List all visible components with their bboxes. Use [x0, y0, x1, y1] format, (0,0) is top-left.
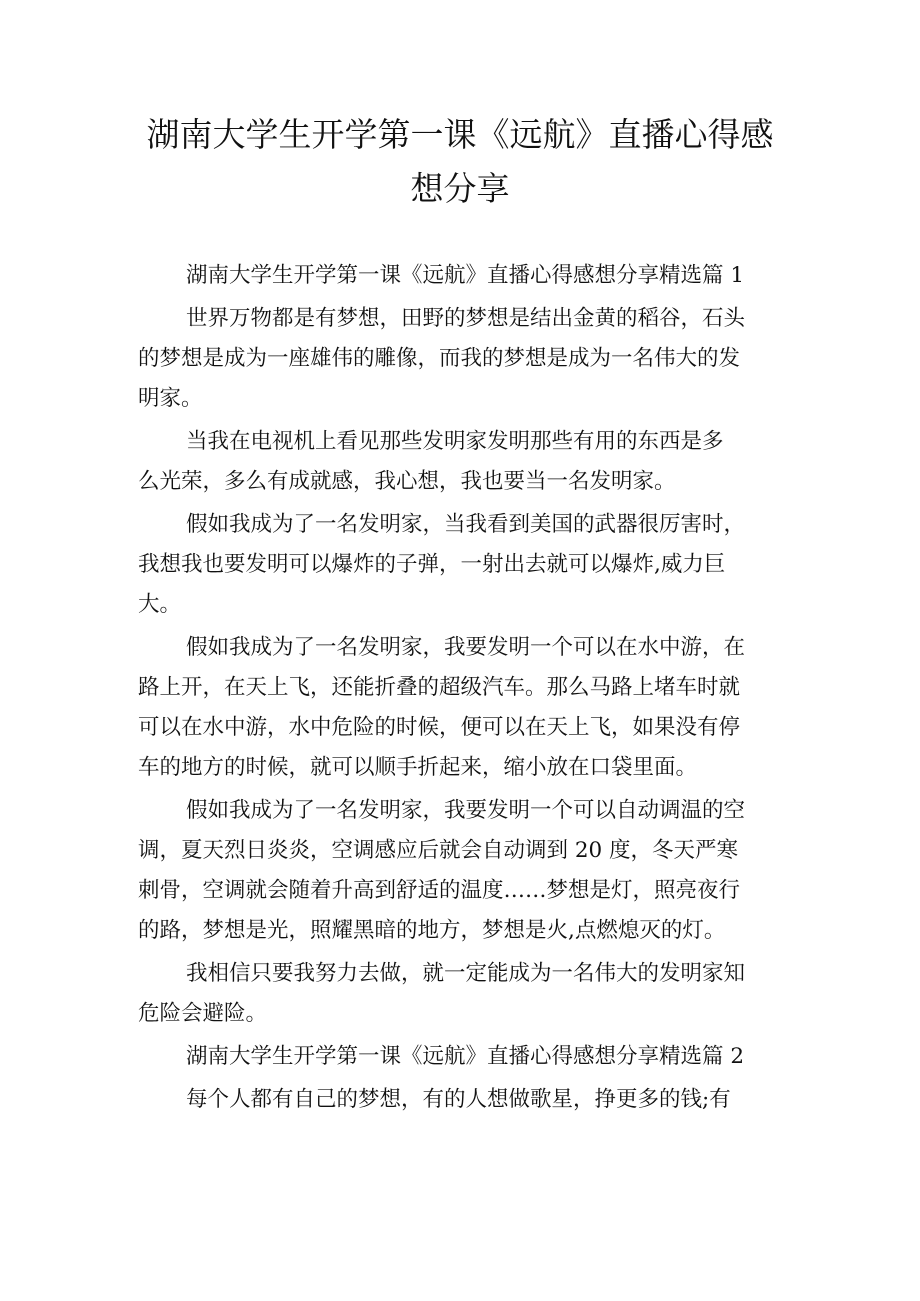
- paragraph-3-line-3: 大。: [138, 592, 182, 617]
- paragraph-4-line-2: 路上开，在天上飞，还能折叠的超级汽车。那么马路上堵车时就: [138, 675, 741, 700]
- title-line-2: 想分享: [410, 169, 510, 208]
- paragraph-1-line-2: 的梦想是成为一座雄伟的雕像，而我的梦想是成为一名伟大的发: [138, 346, 741, 371]
- paragraph-7-line-1: 每个人都有自己的梦想，有的人想做歌星，挣更多的钱;有: [186, 1087, 731, 1112]
- document-body: [138, 256, 782, 1120]
- paragraph-6-line-1: 我相信只要我努力去做，就一定能成为一名伟大的发明家知: [186, 961, 746, 986]
- paragraph-4-line-1: 假如我成为了一名发明家，我要发明一个可以在水中游，在: [186, 635, 746, 660]
- section-heading-1: 湖南大学生开学第一课《远航》直播心得感想分享精选篇 1: [186, 263, 745, 288]
- section-heading-2: 湖南大学生开学第一课《远航》直播心得感想分享精选篇 2: [186, 1044, 745, 1069]
- paragraph-5-line-2: 调，夏天烈日炎炎，空调感应后就会自动调到 20 度，冬天严寒: [138, 838, 739, 863]
- paragraph-1-line-1: 世界万物都是有梦想，田野的梦想是结出金黄的稻谷，石头: [186, 306, 746, 331]
- paragraph-3-line-2: 我想我也要发明可以爆炸的子弹，一射出去就可以爆炸,威力巨: [138, 552, 726, 577]
- paragraph-2-line-2: 么光荣，多么有成就感，我心想，我也要当一名发明家。: [138, 469, 676, 494]
- paragraph-5-line-3: 刺骨，空调就会随着升高到舒适的温度……梦想是灯，照亮夜行: [138, 878, 741, 903]
- paragraph-3-line-1: 假如我成为了一名发明家，当我看到美国的武器很厉害时，: [186, 512, 746, 537]
- title-line-1: 湖南大学生开学第一课《远航》直播心得感: [146, 115, 774, 154]
- paragraph-5-line-4: 的路，梦想是光，照耀黑暗的地方，梦想是火,点燃熄灭的灯。: [138, 918, 726, 943]
- document-title: [120, 108, 800, 216]
- paragraph-2-line-1: 当我在电视机上看见那些发明家发明那些有用的东西是多: [186, 429, 724, 454]
- paragraph-5-line-1: 假如我成为了一名发明家，我要发明一个可以自动调温的空: [186, 798, 746, 823]
- paragraph-4-line-3: 可以在水中游，水中危险的时候，便可以在天上飞，如果没有停: [138, 715, 741, 740]
- paragraph-1-line-3: 明家。: [138, 386, 203, 411]
- paragraph-4-line-4: 车的地方的时候，就可以顺手折起来，缩小放在口袋里面。: [138, 755, 698, 780]
- paragraph-6-line-2: 危险会避险。: [138, 1001, 268, 1026]
